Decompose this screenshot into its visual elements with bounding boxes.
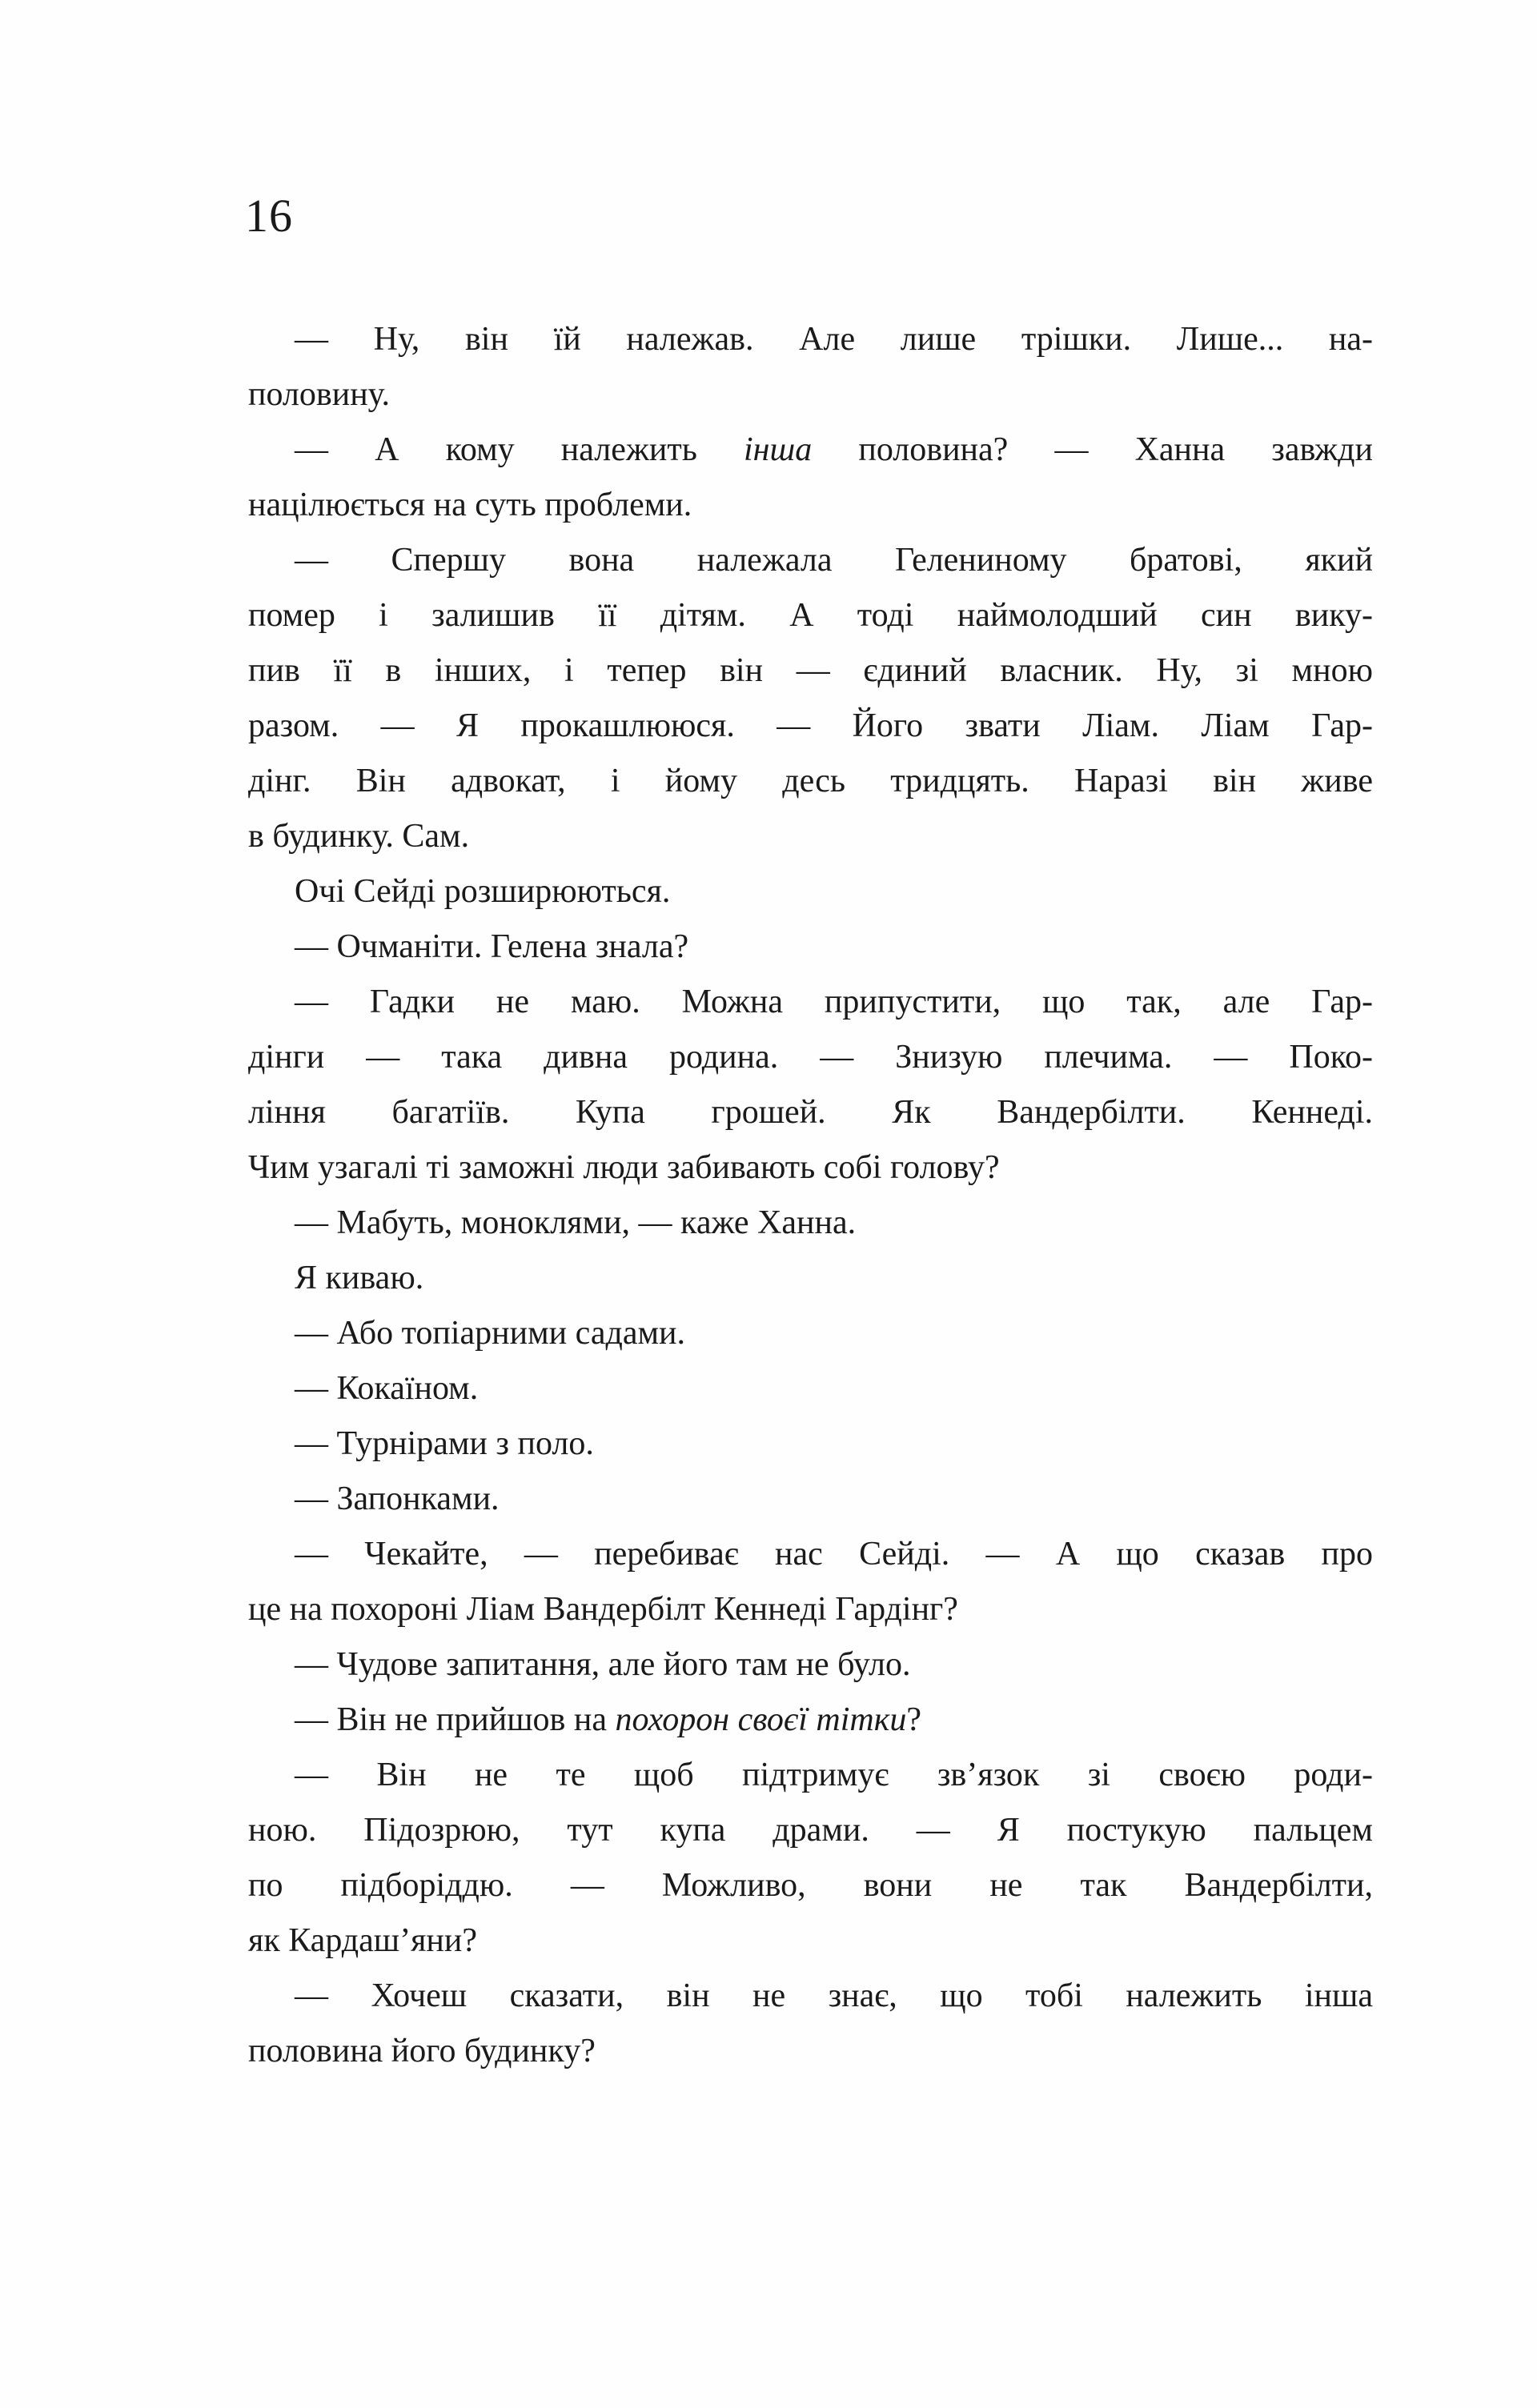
body-text [248, 312, 1373, 2079]
text-line [248, 1140, 1373, 1196]
text-segment: — Кокаїном. [295, 1370, 479, 1407]
text-segment: в будинку. Сам. [248, 818, 470, 855]
text-line [248, 699, 1373, 754]
text-line [248, 1527, 1373, 1582]
text-segment: ління багатіїв. Купа грошей. Як Вандербілти. Кеннеді. [248, 1094, 1373, 1131]
text-line [248, 533, 1373, 588]
text-segment: це на похороні Ліам Вандербілт Кеннеді Гардінг? [248, 1591, 958, 1628]
text-line [248, 478, 1373, 533]
text-line [248, 1913, 1373, 1969]
text-segment: дінг. Він адвокат, і йому десь тридцять. Наразі він живе [248, 763, 1373, 799]
text-line [248, 809, 1373, 864]
text-line [248, 423, 1373, 478]
text-segment: — Він не те щоб підтримує зв’язок зі своєю роди- [295, 1757, 1373, 1793]
text-line [248, 1748, 1373, 1803]
text-segment: — Турнірами з поло. [295, 1425, 594, 1462]
text-line [248, 1306, 1373, 1361]
text-segment: ? [906, 1701, 922, 1738]
text-segment: — Очманіти. Гелена знала? [295, 928, 689, 965]
text-segment: Очі Сейді розширюються. [295, 873, 671, 910]
text-line [248, 864, 1373, 920]
text-line [248, 1472, 1373, 1527]
text-line [248, 588, 1373, 643]
text-segment: пив її в інших, і тепер він — єдиний власник. Ну, зі мною [248, 652, 1373, 689]
text-segment: — Гадки не маю. Можна припустити, що так, але Гар- [295, 984, 1373, 1020]
text-segment: ною. Підозрюю, тут купа драми. — Я постукую пальцем [248, 1812, 1373, 1849]
text-line [248, 920, 1373, 975]
text-segment: половина його будинку? [248, 2033, 596, 2069]
italic-text-segment: похорон своєї тітки [615, 1701, 907, 1738]
text-segment: Я киваю. [295, 1260, 424, 1296]
text-line [248, 1637, 1373, 1693]
text-line [248, 1196, 1373, 1251]
text-line [248, 312, 1373, 367]
text-segment: — Запонками. [295, 1480, 500, 1517]
text-line [248, 1085, 1373, 1140]
text-line [248, 975, 1373, 1030]
text-segment: по підборіддю. — Можливо, вони не так Вандербілти, [248, 1867, 1373, 1904]
text-line [248, 754, 1373, 809]
italic-text-segment: інша [744, 431, 813, 468]
text-segment: — Чекайте, — перебиває нас Сейді. — А що сказав про [295, 1536, 1373, 1573]
text-segment: — Мабуть, моноклями, — каже Ханна. [295, 1204, 857, 1241]
text-segment: половина? — Ханна завжди [812, 431, 1373, 468]
text-line [248, 1803, 1373, 1858]
text-segment: — Спершу вона належала Гелениному братові, який [295, 542, 1373, 579]
text-line [248, 1858, 1373, 1913]
text-segment: як Кардаш’яни? [248, 1922, 478, 1959]
text-segment: — Або топіарними садами. [295, 1315, 686, 1352]
text-line [248, 1693, 1373, 1748]
text-line [248, 1416, 1373, 1472]
text-line [248, 1251, 1373, 1306]
text-segment: половину. [248, 376, 390, 413]
text-line [248, 2024, 1373, 2079]
text-line [248, 1582, 1373, 1637]
text-line [248, 643, 1373, 699]
text-segment: націлюється на суть проблеми. [248, 487, 692, 523]
text-segment: дінги — така дивна родина. — Знизую плечима. — Поко- [248, 1039, 1373, 1076]
text-segment: — Ну, він їй належав. Але лише трішки. Лише... на- [295, 321, 1373, 358]
text-line [248, 1361, 1373, 1416]
text-segment: — Чудове запитання, але його там не було. [295, 1646, 911, 1683]
text-segment: помер і залишив її дітям. А тоді наймолодший син вику- [248, 597, 1373, 634]
text-line [248, 1969, 1373, 2024]
text-segment: — Хочеш сказати, він не знає, що тобі належить інша [295, 1977, 1373, 2014]
text-segment: — Він не прийшов на [295, 1701, 616, 1738]
text-segment: Чим узагалі ті заможні люди забивають собі голову? [248, 1149, 1000, 1186]
text-segment: разом. — Я прокашлююся. — Його звати Ліам. Ліам Гар- [248, 707, 1373, 744]
text-line [248, 1030, 1373, 1085]
page-number: 16 [245, 190, 293, 242]
text-segment: — А кому належить [295, 431, 744, 468]
text-line [248, 367, 1373, 423]
